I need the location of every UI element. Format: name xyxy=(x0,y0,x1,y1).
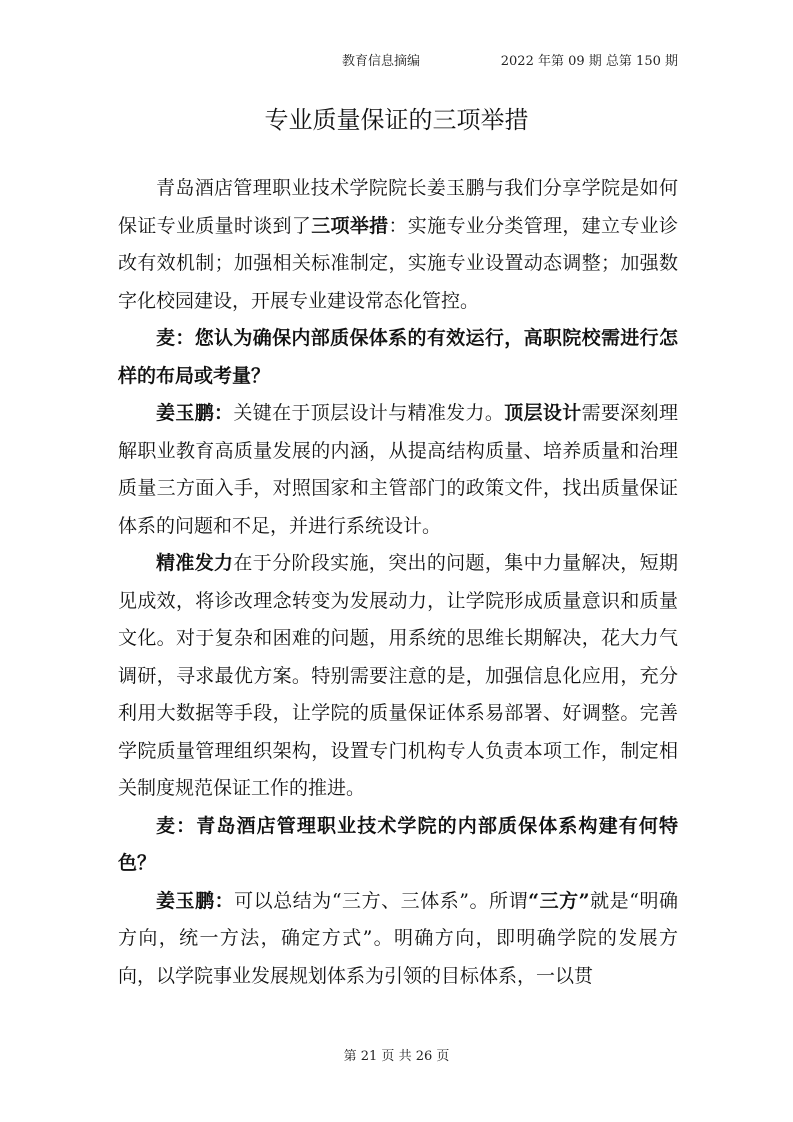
article-title: 专业质量保证的三项举措 xyxy=(264,106,529,134)
emphasis: 三项举措 xyxy=(311,214,389,237)
issue-number: 2022 年第 09 期 总第 150 期 xyxy=(500,54,678,69)
page-footer: 第 21 页 共 26 页 xyxy=(343,1049,450,1064)
article-body xyxy=(118,170,678,995)
answer-1-continued: 精准发力在于分阶段实施，突出的问题，集中力量解决，短期见成效，将诊改理念转变为发展动力，让学院形成质量意识和质量文化。对于复杂和困难的问题，用系统的思维长期解决，花大力气调研，寻求最优方案。特别需要注意的是，加强信息化应用，充分利用大数据等手段，让学院的质量保证体系易部署、好调整。完善学院质量管理组织架构，设置专门机构专人负责本项工作，制定相关制度规范保证工作的推进。 xyxy=(118,552,678,799)
emphasis: 精准发力 xyxy=(156,552,234,574)
question-2: 麦：青岛酒店管理职业技术学院的内部质保体系构建有何特色？ xyxy=(118,814,678,874)
page-header xyxy=(342,50,678,69)
answer-2: 姜玉鹏：可以总结为“三方、三体系”。所谓“三方”就是“明确方向，统一方法，确定方式”。明确方向，即明确学院的发展方向，以学院事业发展规划体系为引领的目标体系，一以贯 xyxy=(118,889,678,987)
answer-1: 姜玉鹏：关键在于顶层设计与精准发力。顶层设计需要深刻理解职业教育高质量发展的内涵，从提高结构质量、培养质量和治理质量三方面入手，对照国家和主管部门的政策文件，找出质量保证体系的问题和不足，并进行系统设计。 xyxy=(118,402,678,537)
intro-paragraph: 青岛酒店管理职业技术学院院长姜玉鹏与我们分享学院是如何保证专业质量时谈到了三项举措：实施专业分类管理，建立专业诊改有效机制；加强相关标准制定，实施专业设置动态调整；加强数字化校园建设，开展专业建设常态化管控。 xyxy=(118,177,678,312)
publication-name: 教育信息摘编 xyxy=(342,54,421,69)
speaker-name: 姜玉鹏： xyxy=(156,889,235,912)
speaker-name: 姜玉鹏： xyxy=(156,402,234,424)
question-1: 麦：您认为确保内部质保体系的有效运行，高职院校需进行怎样的布局或考量？ xyxy=(118,327,678,387)
emphasis: 顶层设计 xyxy=(504,402,582,424)
emphasis: “三方” xyxy=(528,889,590,912)
